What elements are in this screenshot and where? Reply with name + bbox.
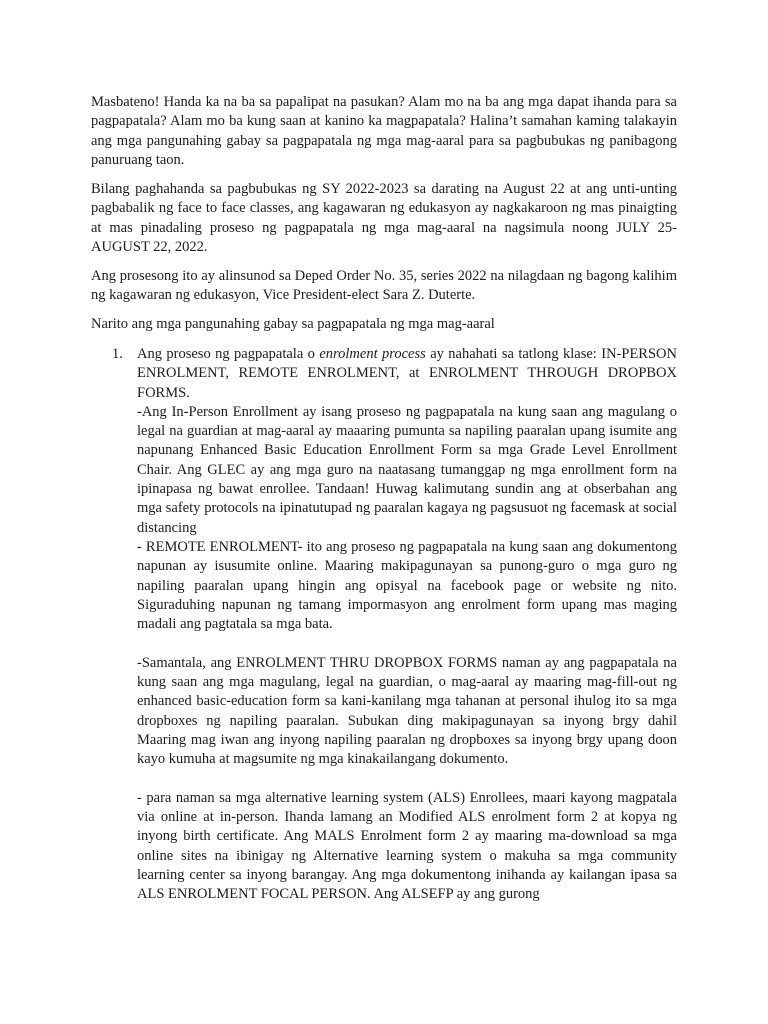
intro-text-before: Ang proseso ng pagpapatala o [137, 346, 320, 362]
dropbox-enrolment-text: -Samantala, ang ENROLMENT THRU DROPBOX FORMS naman ay ang pagpapatala na kung saan ang mga magulang, legal na guardian, o mag-aaral ay maaring mag-fill-out ng enhanced basic-education form sa kani-kanilang mga tahanan at personal ihulog ito sa mga dropboxes ng napiling paaralan. Subukan ding makipagunayan sa inyong brgy dahil Maaring mag iwan ang inyong napiling paaralan ng dropboxes sa inyong brgy upang doon kayo kumuha at magsumite ng mga kinakailangang dokumento. [137, 654, 677, 768]
enrolment-types-intro [137, 345, 677, 403]
intro-text-after: ay nahahati sa tatlong klase: IN-PERSON ENROLMENT, REMOTE ENROLMENT, at ENROLMENT THROUGH DROPBOX FORMS. [137, 346, 677, 401]
deped-order-paragraph: Ang prosesong ito ay alinsunod sa Deped Order No. 35, series 2022 na nilagdaan ng bagong kalihim ng kagawaran ng edukasyon, Vice President-elect Sara Z. Duterte. [91, 268, 677, 304]
als-enrolment-text: - para naman sa mga alternative learning system (ALS) Enrollees, maari kayong magpatala via online at in-person. Ihanda lamang an Modified ALS enrolment form 2 at kopya ng inyong birth certificate. Ang MALS Enrolment form 2 ay maaring ma-download sa mga online sites na ibinigay ng Alternative learning system o makuha sa mga community learning center sa inyong barangay. Ang mga dokumentong inihanda ay kailangan ipasa sa ALS ENROLMENT FOCAL PERSON. Ang ALSEFP ay ang gurong [137, 789, 677, 903]
guide-heading-paragraph: Narito ang mga pangunahing gabay sa pagpapatala ng mga mag-aaral [91, 316, 495, 332]
intro-italic-term: enrolment process [319, 346, 426, 362]
enrolment-list-item-1 [112, 345, 677, 905]
school-year-paragraph: Bilang paghahanda sa pagbubukas ng SY 2022-2023 sa darating na August 22 at ang unti-unting pagbabalik ng face to face classes, ang kagawaran ng edukasyon ay nagkakaroon ng mas pinaigting at mas pinadaling proseso ng pagpapatala ng mga mag-aaral na nagsimula noong JULY 25- AUGUST 22, 2022. [91, 181, 677, 255]
paragraph-spacer [137, 770, 677, 789]
remote-enrolment-text: - REMOTE ENROLMENT- ito ang proseso ng pagpapatala na kung saan ang dokumentong napunan ay isusumite online. Maaring makipagunayan sa punong-guro o mga guro ng napiling paaralan upang hingin ang opisyal na facebook page or website ng nito. Siguraduhing napunan ng tamang impormasyon ang enrolment form upang mas maging madali ang pagtatala sa mga bata. [137, 538, 677, 633]
intro-paragraph: Masbateno! Handa ka na ba sa papalipat na pasukan? Alam mo na ba ang mga dapat ihanda para sa pagpapatala? Alam mo ba kung saan at kanino ka magpapatala? Halina’t samahan kaming talakayin ang mga pangunahing gabay sa pagpapatala ng mga mag-aaral para sa pagbubukas ng panibagong panuruang taon. [91, 94, 677, 168]
list-number: 1. [112, 346, 123, 362]
paragraph-spacer [137, 634, 677, 653]
in-person-enrolment-text: -Ang In-Person Enrollment ay isang proseso ng pagpapatala na kung saan ang magulang o legal na guardian at mag-aaral ay maaaring pumunta sa napiling paaralan upang isumite ang napunang Enhanced Basic Education Enrollment Form sa mga Grade Level Enrollment Chair. Ang GLEC ay ang mga guro na naatasang tumanggap ng mga enrollment form na ipinapasa ng bawat enrollee. Tandaan! Huwag kalimutang sundin ang at obserbahan ang mga safety protocols na ipinatutupad ng paaralan kagaya ng pagsusuot ng facemask at social distancing [137, 403, 677, 536]
